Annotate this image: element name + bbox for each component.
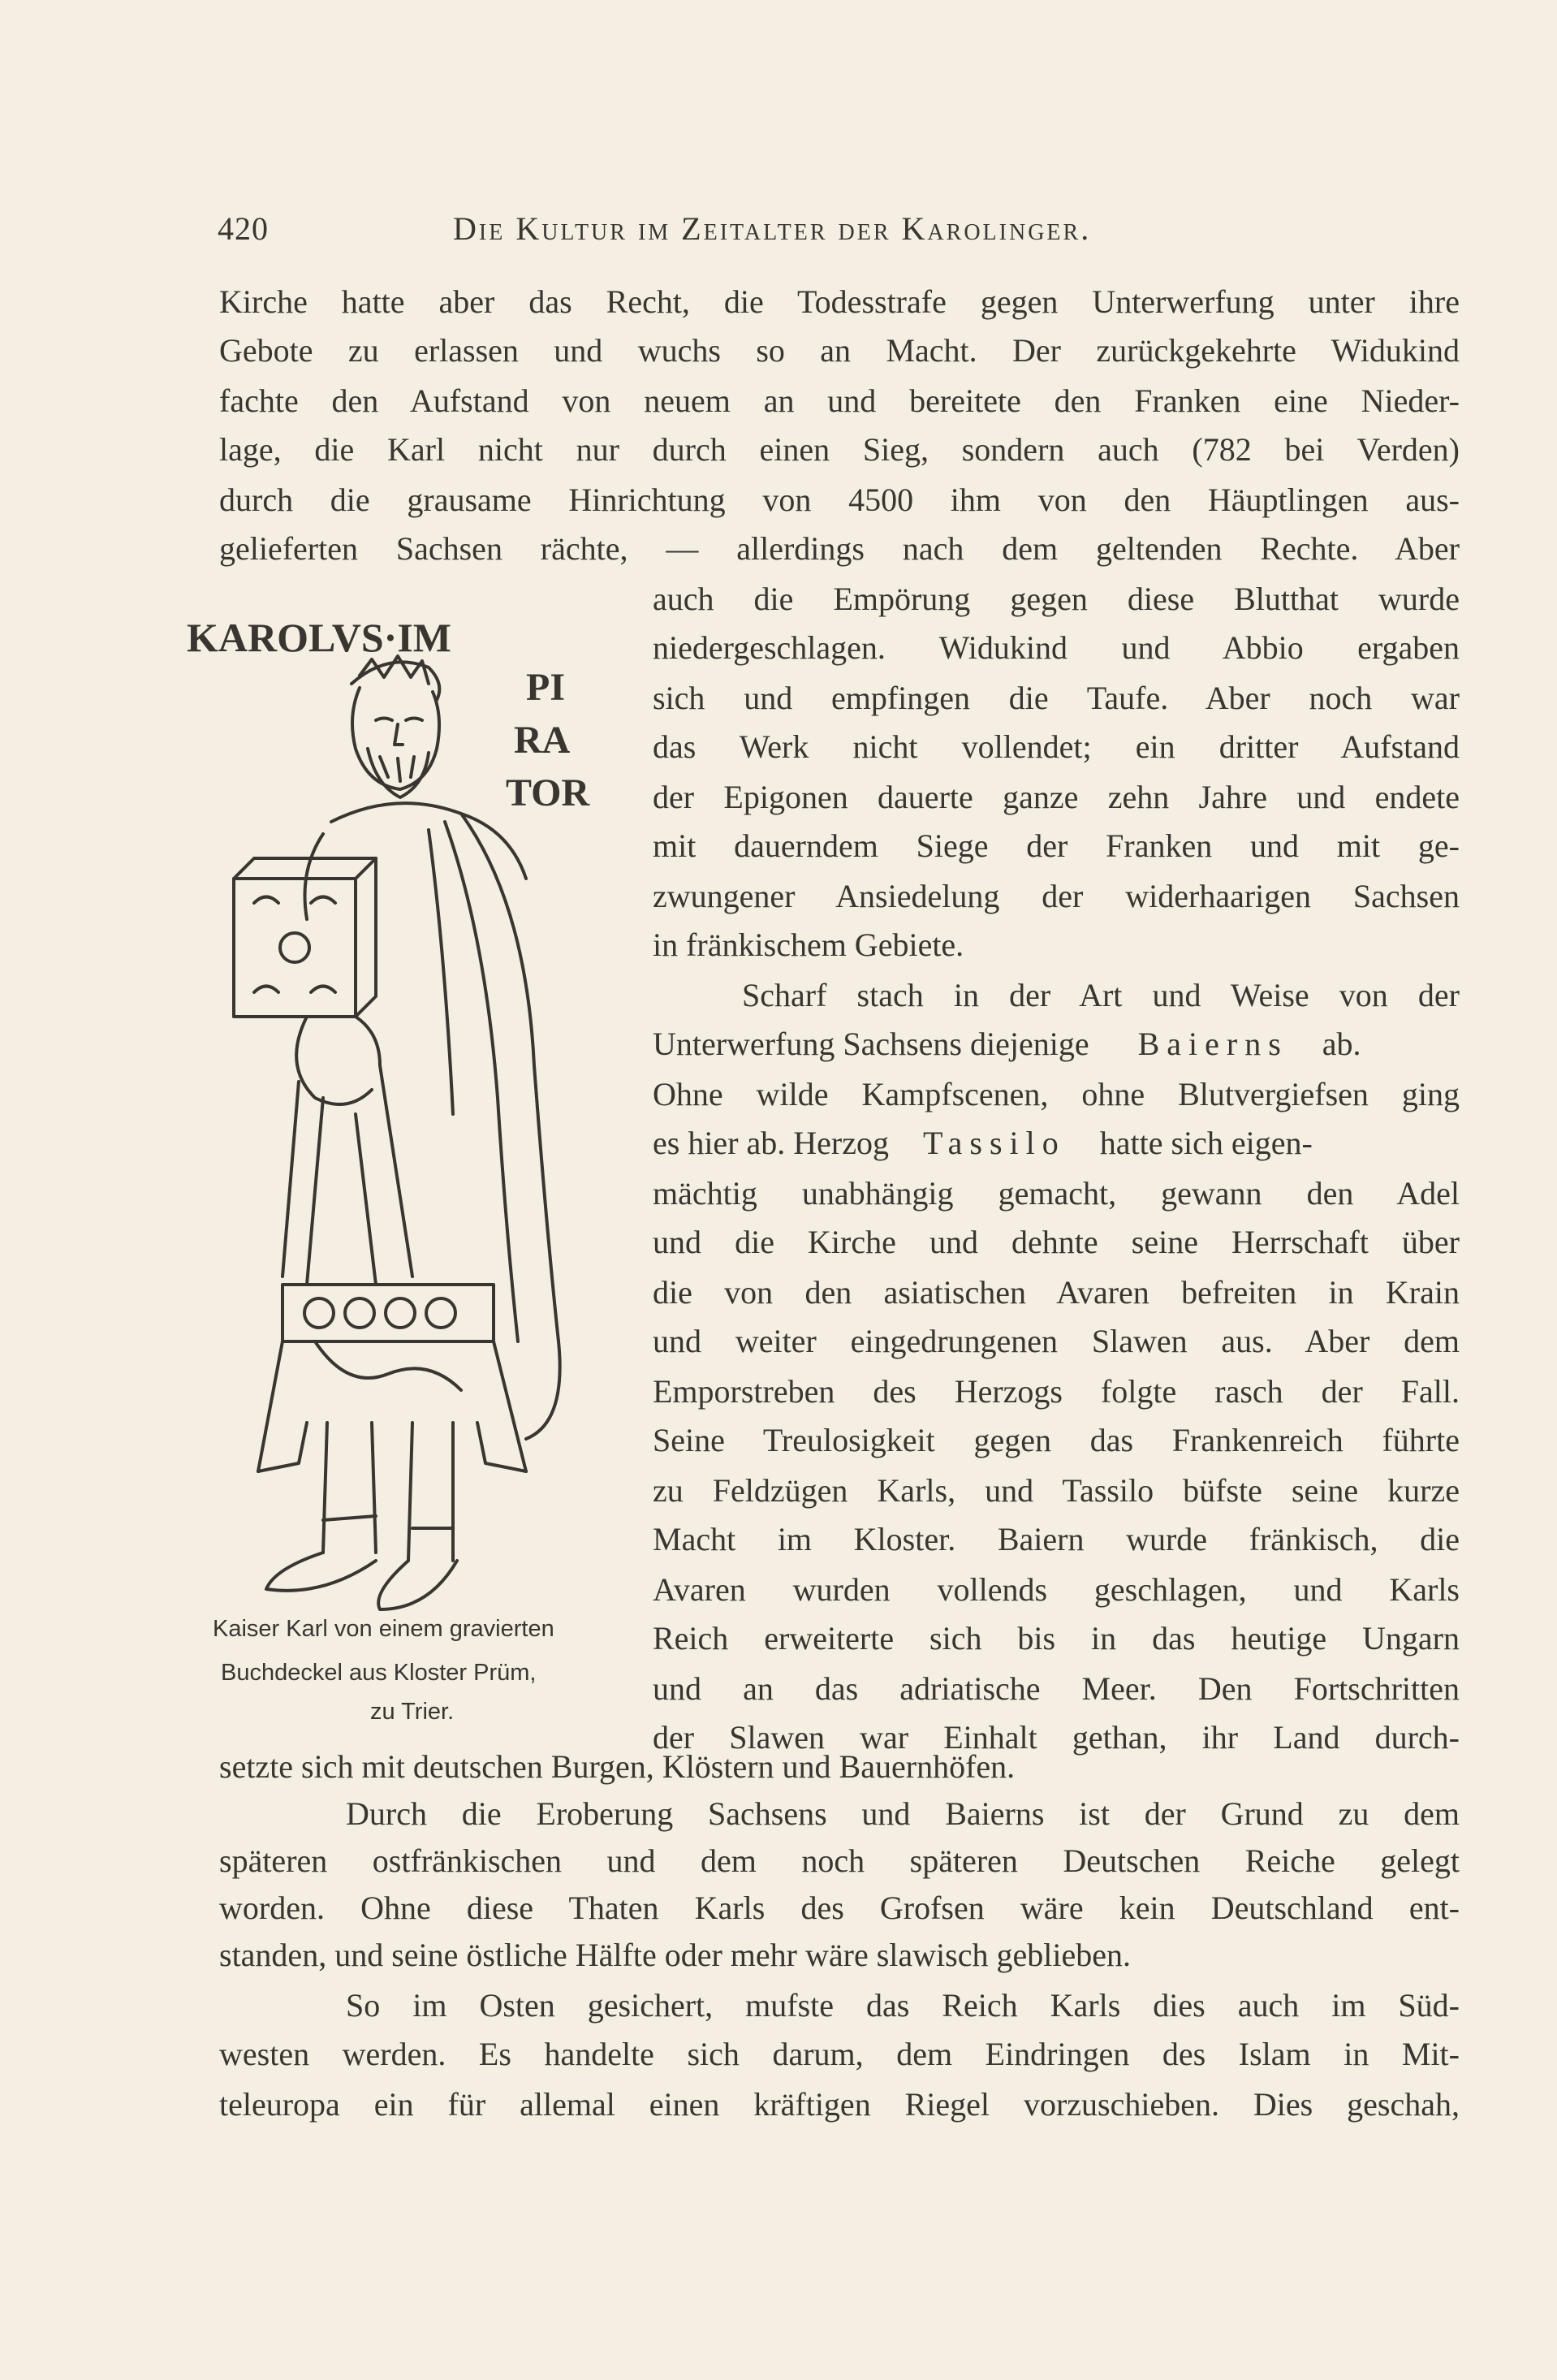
text-line: die von den asiatischen Avaren befreiten in Krain xyxy=(653,1274,1460,1311)
text-line: mächtig unabhängig gemacht, gewann den Adel xyxy=(653,1175,1460,1212)
running-title: Die Kultur im Zeitalter der Karolinger. xyxy=(453,210,1092,247)
figure-caption-line: Buchdeckel aus Kloster Prüm, xyxy=(221,1660,537,1686)
text-line: westen werden. Es handelte sich darum, dem Eindringen des Islam in Mit- xyxy=(219,2036,1460,2072)
text-line: Reich erweiterte sich bis in das heutige Ungarn xyxy=(653,1620,1460,1656)
text-line-composite xyxy=(653,1025,1460,1064)
text-segment: Unterwerfung Sachsens diejenige xyxy=(653,1026,1089,1062)
text-line: mit dauerndem Siege der Franken und mit ge- xyxy=(653,827,1460,864)
text-line: Avaren wurden vollends geschlagen, und Karls xyxy=(653,1571,1460,1608)
text-line: Scharf stach in der Art und Weise von der xyxy=(742,977,1460,1013)
text-line: standen, und seine östliche Hälfte oder mehr wäre slawisch geblieben. xyxy=(219,1937,1131,1973)
text-line: Macht im Kloster. Baiern wurde fränkisch, die xyxy=(653,1521,1460,1557)
text-line: der Slawen war Einhalt gethan, ihr Land durch- xyxy=(653,1719,1460,1756)
text-line: Ohne wilde Kampfscenen, ohne Blutvergiefsen ging xyxy=(653,1076,1460,1112)
text-line-composite xyxy=(653,1124,1460,1163)
text-line: Durch die Eroberung Sachsens und Baierns ist der Grund zu dem xyxy=(346,1795,1460,1832)
text-line: Emporstreben des Herzogs folgte rasch der Fall. xyxy=(653,1373,1460,1410)
text-line: teleuropa ein für allemal einen kräftigen Riegel vorzuschieben. Dies geschah, xyxy=(219,2086,1460,2123)
text-line: das Werk nicht vollendet; ein dritter Aufstand xyxy=(653,728,1460,765)
text-line: der Epigonen dauerte ganze zehn Jahre und endete xyxy=(653,779,1460,815)
text-line: lage, die Karl nicht nur durch einen Sieg, sondern auch (782 bei Verden) xyxy=(219,431,1460,468)
figure-caption-line: Kaiser Karl von einem gravierten xyxy=(213,1616,554,1642)
text-line: Seine Treulosigkeit gegen das Frankenreich führte xyxy=(653,1422,1460,1458)
page-number: 420 xyxy=(218,210,269,247)
text-line: in fränkischem Gebiete. xyxy=(653,927,964,963)
spaced-name-tassilo: Tassilo xyxy=(922,1125,1066,1161)
text-line: auch die Empörung gegen diese Blutthat wurde xyxy=(653,581,1460,617)
text-line: und weiter eingedrungenen Slawen aus. Aber dem xyxy=(653,1323,1460,1359)
figure-inscription-right: RA xyxy=(514,719,571,762)
text-line: gelieferten Sachsen rächte, — allerdings nach dem geltenden Rechte. Aber xyxy=(219,530,1460,567)
text-line: So im Osten gesichert, mufste das Reich Karls dies auch im Süd- xyxy=(346,1987,1460,2024)
text-segment: ab. xyxy=(1322,1026,1361,1062)
text-line: fachte den Aufstand von neuem an und bereitete den Franken eine Nieder- xyxy=(219,382,1460,419)
text-line: niedergeschlagen. Widukind und Abbio ergaben xyxy=(653,629,1460,666)
text-line: Kirche hatte aber das Recht, die Todesstrafe gegen Unterwerfung unter ihre xyxy=(219,283,1460,320)
text-line: späteren ostfränkischen und dem noch späteren Deutschen Reiche gelegt xyxy=(219,1842,1460,1879)
text-line: und an das adriatische Meer. Den Fortschritten xyxy=(653,1670,1460,1707)
text-line: sich und empfingen die Taufe. Aber noch war xyxy=(653,680,1460,716)
spaced-name-baierns: Baierns xyxy=(1137,1026,1288,1062)
text-line: durch die grausame Hinrichtung von 4500 ihm von den Häuptlingen aus- xyxy=(219,482,1460,518)
text-line: setzte sich mit deutschen Burgen, Klöstern und Bauernhöfen. xyxy=(219,1748,1016,1785)
text-segment: es hier ab. Herzog xyxy=(653,1125,889,1161)
text-line: und die Kirche und dehnte seine Herrschaft über xyxy=(653,1224,1460,1260)
figure-inscription-right: PI xyxy=(526,666,565,709)
text-line: Gebote zu erlassen und wuchs so an Macht. Der zurückgekehrte Widukind xyxy=(219,332,1460,369)
text-line: zwungener Ansiedelung der widerhaarigen Sachsen xyxy=(653,878,1460,914)
figure-caption-line: zu Trier. xyxy=(370,1699,455,1725)
text-segment: hatte sich eigen- xyxy=(1099,1125,1313,1161)
emperor-karl-engraving-icon xyxy=(185,611,615,1626)
text-line: zu Feldzügen Karls, und Tassilo büfste seine kurze xyxy=(653,1472,1460,1509)
figure-inscription-left: KAROLVS·IM xyxy=(187,615,452,660)
text-line: worden. Ohne diese Thaten Karls des Grofsen wäre kein Deutschland ent- xyxy=(219,1890,1460,1926)
figure-inscription-right: TOR xyxy=(506,771,590,814)
